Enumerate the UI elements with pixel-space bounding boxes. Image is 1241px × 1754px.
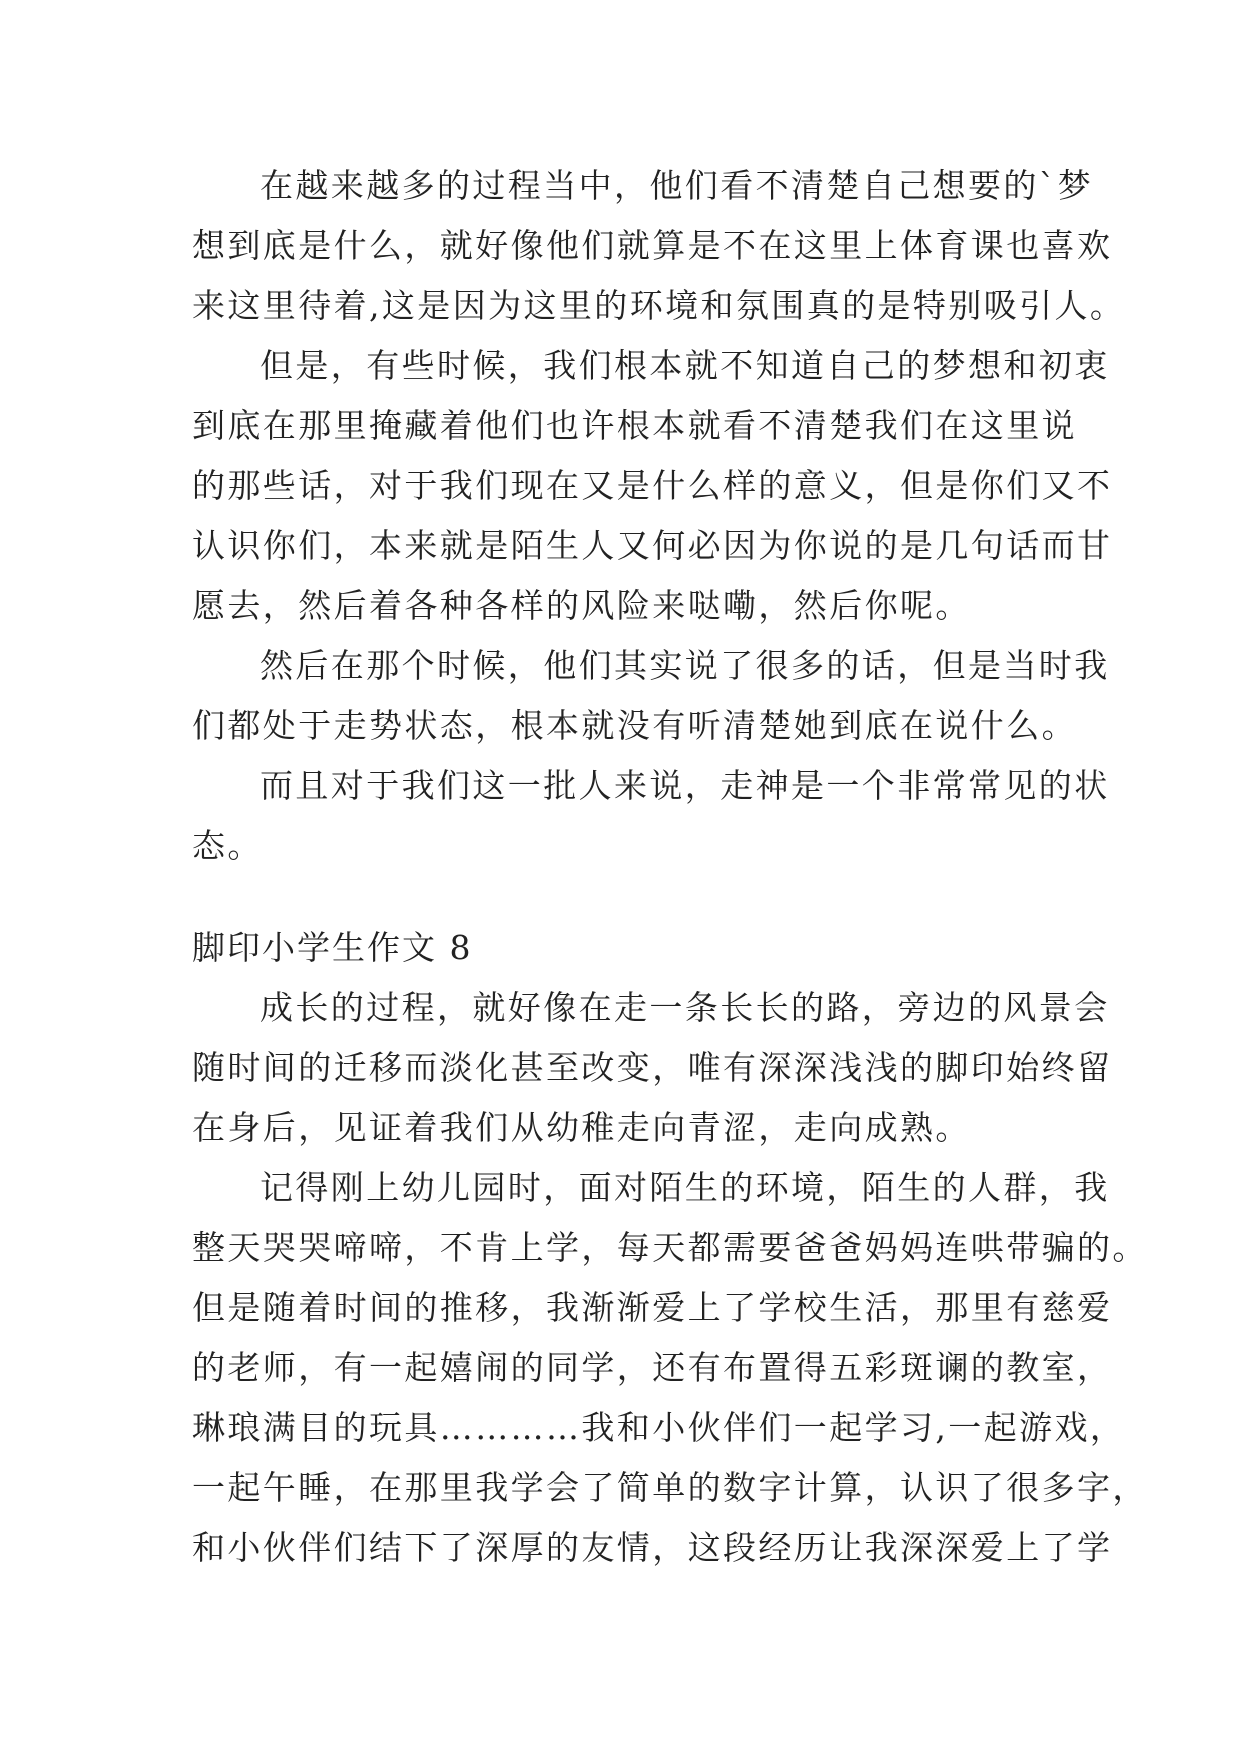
paragraph-line: 的老师，有一起嬉闹的同学，还有布置得五彩斑谰的教室， bbox=[192, 1348, 1113, 1387]
paragraph-line: 而且对于我们这一批人来说，走神是一个非常常见的状 bbox=[260, 766, 1110, 805]
paragraph-line: 成长的过程，就好像在走一条长长的路，旁边的风景会 bbox=[260, 988, 1110, 1027]
paragraph-line: 认识你们，本来就是陌生人又何必因为你说的是几句话而甘 bbox=[192, 526, 1113, 565]
paragraph-line: 来这里待着,这是因为这里的环境和氛围真的是特别吸引人。 bbox=[192, 286, 1126, 325]
paragraph-line: 一起午睡，在那里我学会了简单的数字计算，认识了很多字， bbox=[192, 1468, 1148, 1507]
paragraph-line: 但是，有些时候，我们根本就不知道自己的梦想和初衷 bbox=[260, 346, 1110, 385]
paragraph-line: 和小伙伴们结下了深厚的友情，这段经历让我深深爱上了学 bbox=[192, 1528, 1113, 1567]
paragraph-line: 态。 bbox=[192, 826, 263, 865]
paragraph-line: 到底在那里掩藏着他们也许根本就看不清楚我们在这里说 bbox=[192, 406, 1077, 445]
paragraph-line: 想到底是什么，就好像他们就算是不在这里上体育课也喜欢 bbox=[192, 226, 1113, 265]
paragraph-line: 整天哭哭啼啼，不肯上学，每天都需要爸爸妈妈连哄带骗的。 bbox=[192, 1228, 1148, 1267]
paragraph-line: 然后在那个时候，他们其实说了很多的话，但是当时我 bbox=[260, 646, 1110, 685]
paragraph-line: 但是随着时间的推移，我渐渐爱上了学校生活，那里有慈爱 bbox=[192, 1288, 1113, 1327]
paragraph-line: 在越来越多的过程当中，他们看不清楚自己想要的`梦 bbox=[260, 166, 1094, 205]
paragraph-line: 随时间的迁移而淡化甚至改变，唯有深深浅浅的脚印始终留 bbox=[192, 1048, 1113, 1087]
paragraph-line: 记得刚上幼儿园时，面对陌生的环境，陌生的人群，我 bbox=[260, 1168, 1110, 1207]
paragraph-line: 琳琅满目的玩具…………我和小伙伴们一起学习,一起游戏， bbox=[192, 1408, 1126, 1447]
paragraph-line: 的那些话，对于我们现在又是什么样的意义，但是你们又不 bbox=[192, 466, 1113, 505]
paragraph-line: 在身后，见证着我们从幼稚走向青涩，走向成熟。 bbox=[192, 1108, 971, 1147]
paragraph-line: 们都处于走势状态，根本就没有听清楚她到底在说什么。 bbox=[192, 706, 1077, 745]
paragraph-line: 愿去，然后着各种各样的风险来哒嘞，然后你呢。 bbox=[192, 586, 971, 625]
essay-title: 脚印小学生作文 8 bbox=[192, 928, 473, 967]
